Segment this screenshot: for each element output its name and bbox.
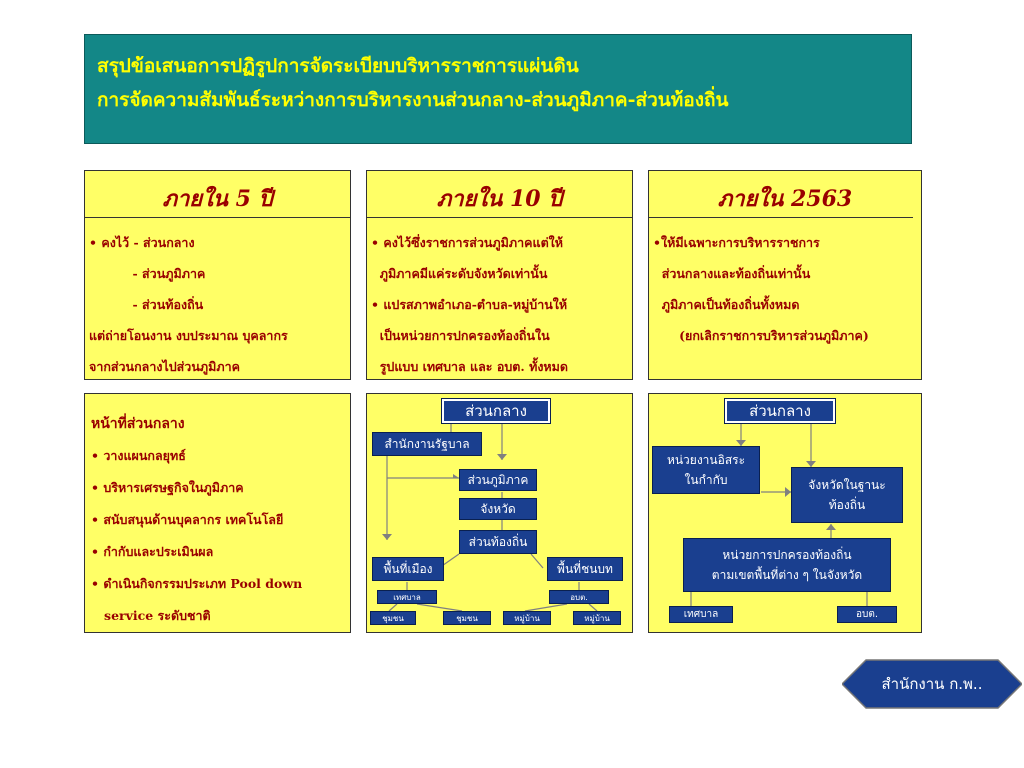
panel-line: แต่ถ่ายโอนงาน งบประมาณ บุคลากร (89, 328, 288, 343)
duties-text (91, 408, 302, 632)
duties-title: หน้าที่ส่วนกลาง (91, 416, 185, 432)
panel-diagram-10-years (366, 393, 633, 633)
box-urban-area: พื้นที่เมือง (372, 557, 444, 581)
panel-line: • แปรสภาพอำเภอ-ตำบล-หมู่บ้านให้ (371, 297, 568, 312)
box-central: ส่วนกลาง (442, 399, 550, 423)
panel-divider (367, 217, 632, 218)
panel-line: จากส่วนกลางไปส่วนภูมิภาค (89, 359, 240, 374)
duty-item: • กำกับและประเมินผล (91, 544, 214, 559)
panel-line: ภูมิภาคเป็นท้องถิ่นทั้งหมด (653, 297, 800, 312)
panel-divider (85, 217, 350, 218)
box-local-government-units (683, 538, 891, 592)
panel-title: ภายใน 5 ปี (162, 186, 273, 212)
title-line-2: การจัดความสัมพันธ์ระหว่างการบริหารงานส่วนกลาง-ส่วนภูมิภาค-ส่วนท้องถิ่น (97, 89, 729, 111)
panel-text (89, 227, 288, 382)
duty-item: • บริหารเศรษฐกิจในภูมิภาค (91, 480, 244, 495)
box-province: จังหวัด (459, 498, 537, 520)
box-line: ท้องถิ่น (828, 498, 866, 512)
box-local: ส่วนท้องถิ่น (459, 530, 537, 554)
panel-line: (ยกเลิกราชการบริหารส่วนภูมิภาค) (653, 328, 869, 343)
box-community: ชุมชน (370, 611, 416, 625)
duty-item: • สนับสนุนด้านบุคลากร เทคโนโลยี (91, 512, 284, 527)
panel-line: • คงไว้ - ส่วนกลาง (89, 235, 195, 250)
panel-text (371, 227, 568, 382)
box-line: จังหวัดในฐานะ (808, 478, 886, 492)
box-regional: ส่วนภูมิภาค (459, 469, 537, 491)
panel-5-years (84, 170, 351, 380)
box-province-as-local (791, 467, 903, 523)
panel-text (653, 227, 869, 351)
box-village: หมู่บ้าน (573, 611, 621, 625)
panel-title: ภายใน 2563 (717, 186, 853, 212)
panel-line: - ส่วนภูมิภาค (89, 266, 206, 281)
box-rural-area: พื้นที่ชนบท (547, 557, 623, 581)
box-line: ตามเขตพื้นที่ต่าง ๆ ในจังหวัด (711, 568, 863, 582)
duty-item: • ดำเนินกิจกรรมประเภท Pool down (91, 576, 303, 591)
panel-line: ส่วนกลางและท้องถิ่นเท่านั้น (653, 266, 811, 281)
panel-title: ภายใน 10 ปี (436, 186, 563, 212)
panel-10-years (366, 170, 633, 380)
duty-item: • วางแผนกลยุทธ์ (91, 448, 186, 463)
box-municipality: เทศบาล (669, 606, 733, 623)
panel-central-duties (84, 393, 351, 633)
ocsc-badge (842, 658, 1022, 714)
duty-item: service ระดับชาติ (91, 608, 211, 623)
panel-2563 (648, 170, 922, 380)
title-line-1: สรุปข้อเสนอการปฏิรูปการจัดระเบียบบริหารราชการแผ่นดิน (97, 55, 579, 77)
panel-divider (649, 217, 913, 218)
box-tao: อบต. (549, 590, 609, 604)
box-community: ชุมชน (443, 611, 491, 625)
title-banner (84, 34, 912, 144)
panel-line: ภูมิภาคมีแค่ระดับจังหวัดเท่านั้น (371, 266, 548, 281)
panel-line: • คงไว้ซึ่งราชการส่วนภูมิภาคแต่ให้ (371, 235, 564, 250)
panel-diagram-2563 (648, 393, 922, 633)
box-village: หมู่บ้าน (503, 611, 551, 625)
panel-line: เป็นหน่วยการปกครองท้องถิ่นใน (371, 328, 550, 343)
box-municipality: เทศบาล (377, 590, 437, 604)
box-government-office: สำนักงานรัฐบาล (372, 432, 482, 456)
badge-label: สำนักงาน ก.พ.. (881, 675, 983, 693)
panel-line: รูปแบบ เทศบาล และ อบต. ทั้งหมด (371, 359, 569, 374)
panel-line: - ส่วนท้องถิ่น (89, 297, 204, 312)
panel-line: •ให้มีเฉพาะการบริหารราชการ (653, 235, 820, 250)
box-line: หน่วยการปกครองท้องถิ่น (722, 548, 852, 562)
box-central: ส่วนกลาง (725, 399, 835, 423)
box-line: หน่วยงานอิสระ (666, 453, 746, 467)
box-independent-agencies (652, 446, 760, 494)
box-tao: อบต. (837, 606, 897, 623)
box-line: ในกำกับ (684, 473, 728, 487)
